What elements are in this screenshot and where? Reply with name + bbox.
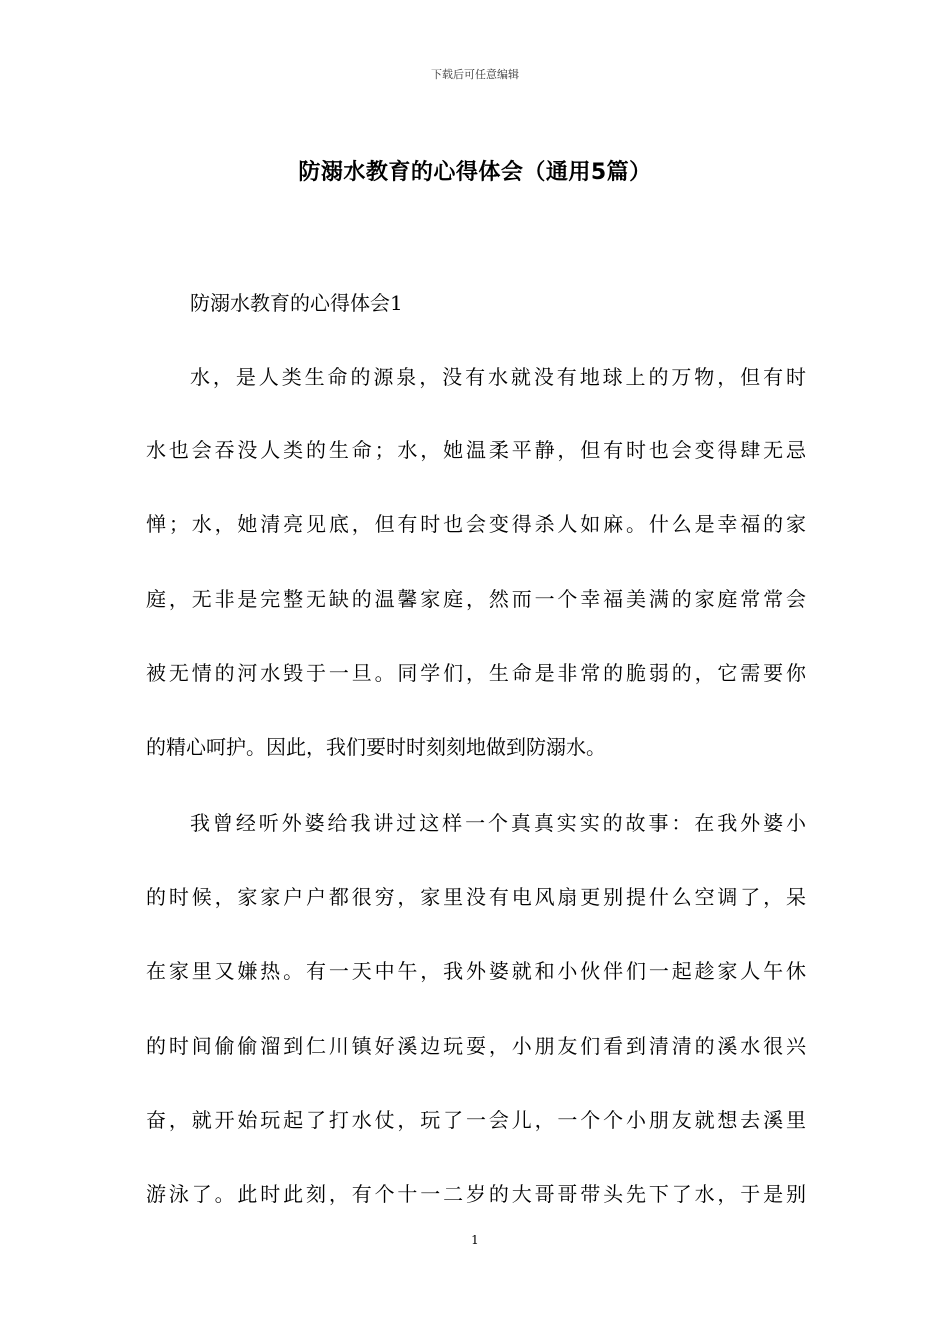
paragraph-line: 的时间偷偷溜到仁川镇好溪边玩耍，小朋友们看到清清的溪水很兴	[146, 1034, 806, 1058]
paragraph-line: 的时候，家家户户都很穷，家里没有电风扇更别提什么空调了，呆	[146, 885, 806, 909]
paragraph-line: 在家里又嫌热。有一天中午，我外婆就和小伙伴们一起趁家人午休	[146, 959, 806, 983]
paragraph-line: 庭，无非是完整无缺的温馨家庭，然而一个幸福美满的家庭常常会	[146, 587, 806, 611]
paragraph-line: 水，是人类生命的源泉，没有水就没有地球上的万物，但有时	[190, 365, 806, 389]
paragraph-line: 奋，就开始玩起了打水仗，玩了一会儿，一个个小朋友就想去溪里	[146, 1108, 806, 1132]
document-title: 防溺水教育的心得体会（通用5篇）	[298, 160, 652, 185]
paragraph-line: 游泳了。此时此刻，有个十一二岁的大哥哥带头先下了水，于是别	[146, 1182, 806, 1206]
paragraph-line: 被无情的河水毁于一旦。同学们，生命是非常的脆弱的，它需要你	[146, 661, 806, 685]
paragraph-line: 我曾经听外婆给我讲过这样一个真真实实的故事：在我外婆小	[190, 811, 806, 835]
section-heading: 防溺水教育的心得体会1	[190, 291, 403, 315]
paragraph-line: 惮；水，她清亮见底，但有时也会变得杀人如麻。什么是幸福的家	[146, 512, 806, 536]
page-number: 1	[471, 1233, 479, 1247]
paragraph-line: 的精心呵护。因此，我们要时时刻刻地做到防溺水。	[146, 735, 606, 759]
header-note: 下载后可任意编辑	[431, 68, 519, 81]
paragraph-line: 水也会吞没人类的生命；水，她温柔平静，但有时也会变得肆无忌	[146, 438, 806, 462]
